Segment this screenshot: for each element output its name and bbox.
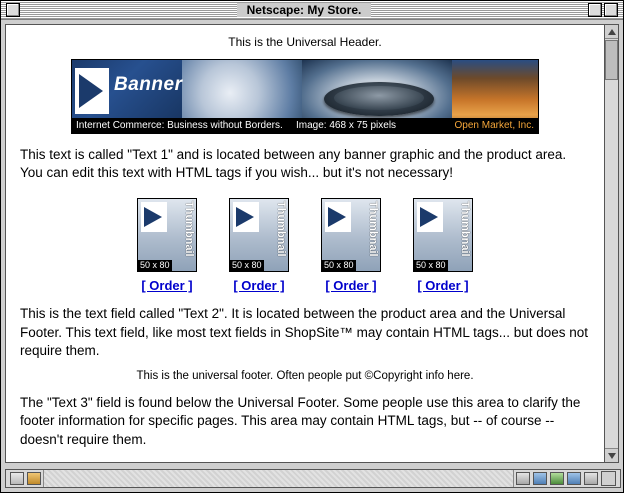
banner-caption-left: Internet Commerce: Business without Borders. [76,120,283,131]
product-item [226,198,292,293]
product-thumbnail-image[interactable] [229,198,289,272]
text3-paragraph: The "Text 3" field is found below the Universal Footer. Some people use this area to clarify the footer information for specific pages. This area may contain HTML tags, but -- of course -- doesn't require them. [20,395,581,447]
zoom-box-icon[interactable] [604,3,618,17]
banner-arrow-icon [75,68,109,114]
banner-image [71,59,539,134]
product-thumbnail-image[interactable] [137,198,197,272]
text2-paragraph: This is the text field called "Text 2". It is located between the product area and the Universal Footer. This text field, like most text fields in ShopSite™ may contain HTML tags... but does not require them. [20,306,589,358]
text1-paragraph: This text is called "Text 1" and is located between any banner graphic and the product area. You can edit this text with HTML tags if you wish... but it's not necessary! [20,147,567,181]
product-item [410,198,476,293]
lock-icon[interactable] [10,472,24,485]
banner-caption-mid: Image: 468 x 75 pixels [296,120,397,131]
vertical-scrollbar[interactable] [604,24,619,463]
thumbnail-size-label: 50 x 80 [232,260,262,271]
thumbnail-label: Thumbnail [459,201,471,258]
thumbnail-label: Thumbnail [275,201,287,258]
thumbnail-arrow-icon [141,202,167,232]
web-page [6,25,604,455]
status-icon-group [6,472,41,485]
scroll-up-arrow-icon[interactable] [605,25,618,39]
page-content-frame [5,24,605,463]
scroll-down-arrow-icon[interactable] [605,448,618,462]
vertical-scrollbar-thumb[interactable] [605,40,618,80]
universal-footer-text: This is the universal footer. Often people put ©Copyright info here. [136,370,474,383]
folder-icon[interactable] [27,472,41,485]
banner-label: Banner [114,74,183,95]
thumbnail-label: Thumbnail [183,201,195,258]
thumbnail-arrow-icon [417,202,443,232]
horizontal-scrollbar[interactable] [5,469,621,488]
banner-caption-right: Open Market, Inc. [454,120,534,131]
thumbnail-size-label: 50 x 80 [416,260,446,271]
navigate-icon[interactable] [533,472,547,485]
resize-grow-box[interactable] [601,471,616,486]
universal-header-text: This is the Universal Header. [228,35,382,49]
thumbnail-arrow-icon [325,202,351,232]
close-box-icon[interactable] [6,3,20,17]
toolbar-icon-group [516,471,620,486]
bookmark-icon[interactable] [550,472,564,485]
order-link[interactable]: [ Order ] [325,278,377,294]
mail-icon[interactable] [567,472,581,485]
thumbnail-size-label: 50 x 80 [324,260,354,271]
banner-caption-bar [72,118,538,133]
order-link[interactable]: [ Order ] [141,278,193,294]
product-item [134,198,200,293]
product-thumbnail-image[interactable] [413,198,473,272]
product-item [318,198,384,293]
window-title: Netscape: My Store. [237,3,372,17]
window-titlebar[interactable] [1,1,623,20]
thumbnail-size-label: 50 x 80 [140,260,170,271]
thumbnail-arrow-icon [233,202,259,232]
horizontal-scrollbar-track[interactable] [43,470,514,487]
collapse-box-icon[interactable] [588,3,602,17]
banner-pan-inner-shape [334,86,424,110]
news-icon[interactable] [584,472,598,485]
titlebar-right-controls [588,3,618,17]
thumbnail-label: Thumbnail [367,201,379,258]
order-link[interactable]: [ Order ] [233,278,285,294]
product-thumbnail-image[interactable] [321,198,381,272]
product-area [20,198,590,293]
order-link[interactable]: [ Order ] [417,278,469,294]
back-icon[interactable] [516,472,530,485]
